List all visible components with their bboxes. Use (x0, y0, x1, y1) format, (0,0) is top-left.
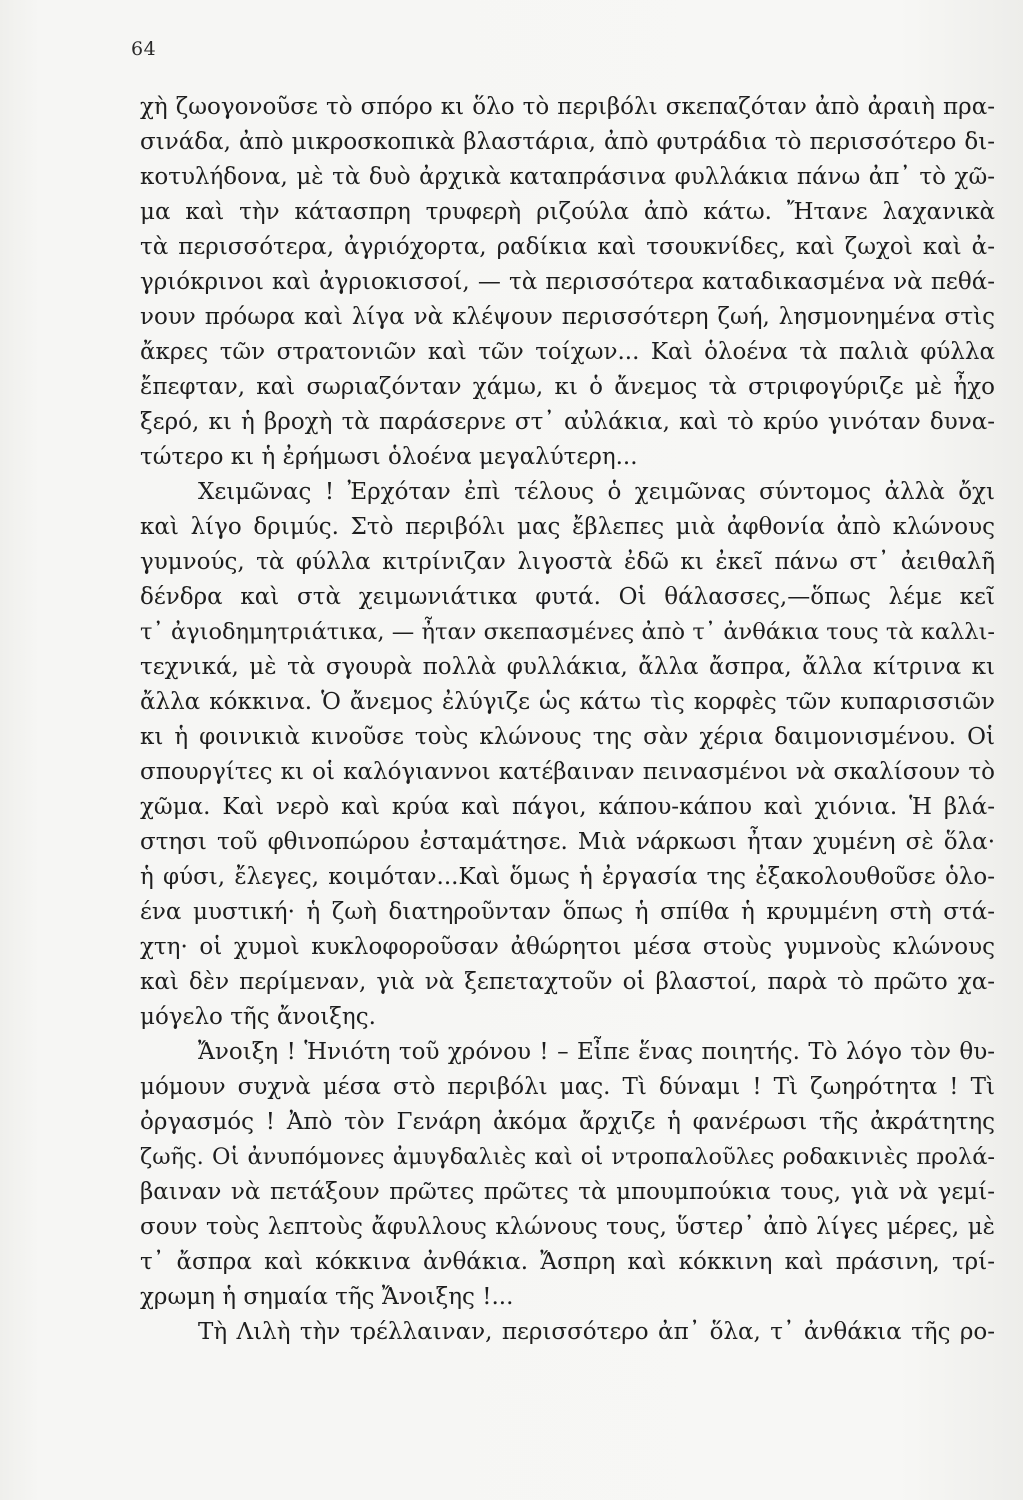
text-line: Χειμῶνας ! Ἐρχόταν ἐπὶ τέλους ὁ χειμῶνας σύντομος ἀλλὰ ὄχι (198, 479, 995, 505)
text-line: ένα μυστική· ἡ ζωὴ διατηροῦνταν ὅπως ἡ σπίθα ἡ κρυμμένη στὴ στά- (140, 899, 995, 925)
text-line: τεχνικά, μὲ τὰ σγουρὰ πολλὰ φυλλάκια, ἄλλα ἄσπρα, ἄλλα κίτρινα κι (140, 654, 995, 680)
body-text (140, 90, 995, 1350)
text-line: σινάδα, ἀπὸ μικροσκοπικὰ βλαστάρια, ἀπὸ φυτράδια τὸ περισσότερο δι- (140, 129, 995, 155)
text-line: ἡ φύσι, ἔλεγες, κοιμόταν...Καὶ ὅμως ἡ ἐργασία της ἐξακολουθοῦσε ὁλο- (140, 864, 995, 890)
text-line: τ᾽ ἀγιοδημητριάτικα, — ἦταν σκεπασμένες ἀπὸ τ᾽ ἀνθάκια τους τὰ καλλι- (140, 619, 995, 645)
text-line: σουν τοὺς λεπτοὺς ἄφυλλους κλώνους τους, ὕστερ᾽ ἀπὸ λίγες μέρες, μὲ (140, 1214, 995, 1240)
text-line: Ἄνοιξη ! Ἡνιότη τοῦ χρόνου ! – Εἶπε ἕνας ποιητής. Τὸ λόγο τὸν θυ- (198, 1039, 995, 1065)
text-line: γριόκρινοι καὶ ἀγριοκισσοί, — τὰ περισσότερα καταδικασμένα νὰ πεθά- (140, 269, 995, 295)
text-line: στησι τοῦ φθινοπώρου ἐσταμάτησε. Μιὰ νάρκωσι ἦταν χυμένη σὲ ὅλα· (140, 829, 995, 855)
text-line: βαιναν νὰ πετάξουν πρῶτες πρῶτες τὰ μπουμπούκια τους, γιὰ νὰ γεμί- (140, 1179, 995, 1205)
text-line: νουν πρόωρα καὶ λίγα νὰ κλέψουν περισσότερη ζωή, λησμονημένα στὶς (140, 304, 995, 330)
text-line: ὀργασμός ! Ἀπὸ τὸν Γενάρη ἀκόμα ἄρχιζε ἡ φανέρωσι τῆς ἀκράτητης (140, 1109, 995, 1135)
text-line: χῶμα. Καὶ νερὸ καὶ κρύα καὶ πάγοι, κάπου-κάπου καὶ χιόνια. Ἡ βλά- (140, 794, 995, 820)
text-line: κοτυλήδονα, μὲ τὰ δυὸ ἀρχικὰ καταπράσινα φυλλάκια πάνω ἀπ᾽ τὸ χῶ- (140, 164, 995, 190)
page-number: 64 (131, 38, 157, 60)
text-line: δένδρα καὶ στὰ χειμωνιάτικα φυτά. Οἱ θάλασσες,—ὅπως λέμε κεῖ (140, 584, 995, 610)
text-line: τ᾽ ἄσπρα καὶ κόκκινα ἀνθάκια. Ἄσπρη καὶ κόκκινη καὶ πράσινη, τρί- (140, 1249, 995, 1275)
text-line: χτη· οἱ χυμοὶ κυκλοφοροῦσαν ἀθώρητοι μέσα στοὺς γυμνοὺς κλώνους (140, 934, 995, 960)
text-line: μόμουν συχνὰ μέσα στὸ περιβόλι μας. Τὶ δύναμι ! Τὶ ζωηρότητα ! Τὶ (140, 1074, 995, 1100)
text-line: καὶ λίγο δριμύς. Στὸ περιβόλι μας ἔβλεπες μιὰ ἀφθονία ἀπὸ κλώνους (140, 514, 995, 540)
text-line: γυμνούς, τὰ φύλλα κιτρίνιζαν λιγοστὰ ἐδῶ κι ἐκεῖ πάνω στ᾽ ἀειθαλῆ (140, 549, 995, 575)
text-line: ἄλλα κόκκινα. Ὁ ἄνεμος ἐλύγιζε ὡς κάτω τὶς κορφὲς τῶν κυπαρισσιῶν (140, 689, 995, 715)
text-line: ζωῆς. Οἱ ἀνυπόμονες ἀμυγδαλιὲς καὶ οἱ ντροπαλοῦλες ροδακινιὲς προλά- (140, 1144, 995, 1170)
text-line: χρωμη ἡ σημαία τῆς Ἄνοιξης !... (140, 1284, 514, 1310)
text-line: μα καὶ τὴν κάτασπρη τρυφερὴ ριζούλα ἀπὸ κάτω. Ἤτανε λαχανικὰ (140, 199, 995, 225)
text-line: χὴ ζωογονοῦσε τὸ σπόρο κι ὅλο τὸ περιβόλι σκεπαζόταν ἀπὸ ἀραιὴ πρα- (140, 94, 995, 120)
text-line: τώτερο κι ἡ ἐρήμωσι ὁλοένα μεγαλύτερη... (140, 444, 638, 470)
text-line: σπουργίτες κι οἱ καλόγιαννοι κατέβαιναν πεινασμένοι νὰ σκαλίσουν τὸ (140, 759, 995, 785)
text-line: καὶ δὲν περίμεναν, γιὰ νὰ ξεπεταχτοῦν οἱ βλαστοί, παρὰ τὸ πρῶτο χα- (140, 969, 995, 995)
text-line: ξερό, κι ἡ βροχὴ τὰ παράσερνε στ᾽ αὐλάκια, καὶ τὸ κρύο γινόταν δυνα- (140, 409, 995, 435)
text-line: Τὴ Λιλὴ τὴν τρέλλαιναν, περισσότερο ἀπ᾽ ὅλα, τ᾽ ἀνθάκια τῆς ρο- (198, 1319, 995, 1345)
text-line: τὰ περισσότερα, ἀγριόχορτα, ραδίκια καὶ τσουκνίδες, καὶ ζωχοὶ καὶ ἀ- (140, 234, 995, 260)
text-line: ἄκρες τῶν στρατονιῶν καὶ τῶν τοίχων... Καὶ ὁλοένα τὰ παλιὰ φύλλα (140, 339, 995, 365)
text-line: κι ἡ φοινικιὰ κινοῦσε τοὺς κλώνους της σὰν χέρια δαιμονισμένου. Οἱ (140, 724, 995, 750)
text-line: μόγελο τῆς ἄνοιξης. (140, 1004, 376, 1030)
text-line: ἔπεφταν, καὶ σωριαζόνταν χάμω, κι ὁ ἄνεμος τὰ στριφογύριζε μὲ ἦχο (140, 374, 995, 400)
